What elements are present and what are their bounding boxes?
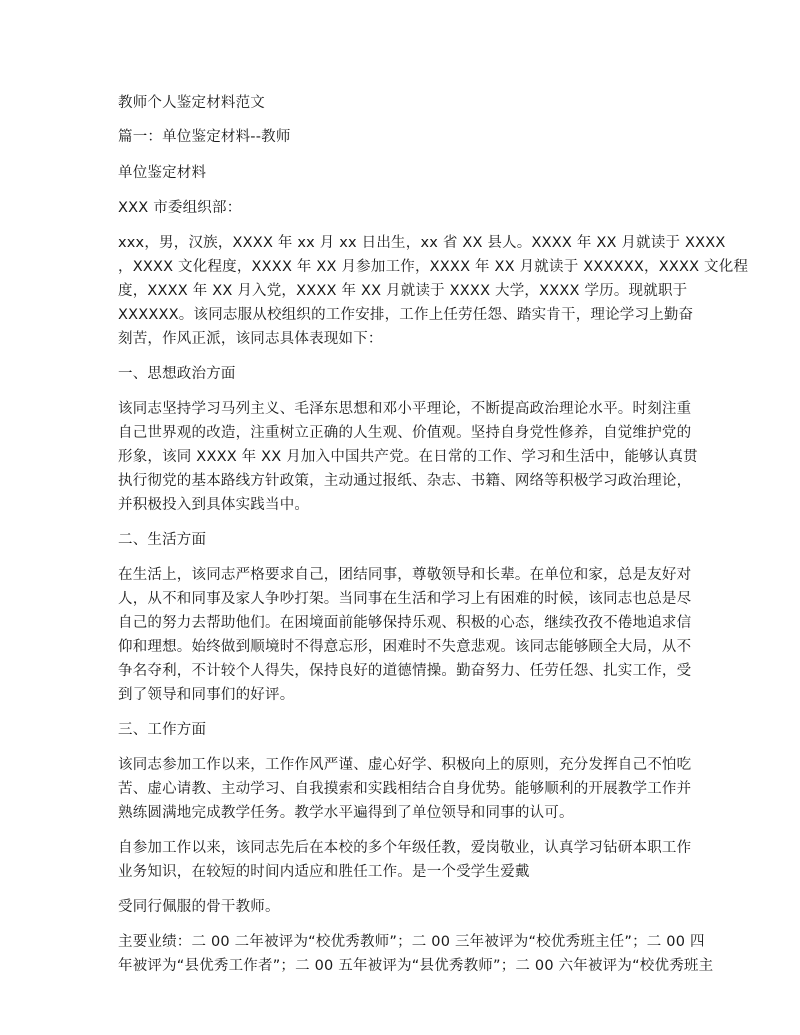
intro-line: xxx，男，汉族，XXXX 年 xx 月 xx 日出生，xx 省 XX 县人。XXXX 年 XX 月就读于 XXXX: [118, 235, 726, 251]
section2-line: 在生活上，该同志严格要求自己，团结同事，尊敬领导和长辈。在单位和家，总是友好对: [118, 567, 692, 583]
section-heading-life: 二、生活方面: [118, 532, 207, 548]
addressee: XXX 市委组织部：: [118, 200, 242, 216]
section2-line: 争名夺利，不计较个人得失，保持良好的道德情操。勤奋努力、任劳任怨、扎实工作，受: [118, 663, 692, 679]
intro-line: 刻苦，作风正派，该同志具体表现如下：: [118, 331, 383, 347]
section-heading-politics: 一、思想政治方面: [118, 366, 236, 382]
achievements-line: 主要业绩：二 00 二年被评为“校优秀教师”；二 00 三年被评为“校优秀班主任”；二 00 四: [118, 934, 705, 950]
section1-line: 执行彻党的基本路线方针政策，主动通过报纸、杂志、书籍、网络等积极学习政治理论，: [118, 473, 692, 489]
section1-line: 形象，该同 XXXX 年 XX 月加入中国共产党。在日常的工作、学习和生活中，能够认真贯: [118, 449, 698, 465]
section3-line: 熟练圆满地完成教学任务。教学水平遍得到了单位领导和同事的认可。: [118, 805, 574, 821]
paragraph4-line: 自参加工作以来，该同志先后在本校的多个年级任教，爱岗敬业，认真学习钻研本职工作: [118, 840, 692, 856]
paragraph4-line: 业务知识，在较短的时间内适应和胜任工作。是一个受学生爱戴: [118, 864, 530, 880]
intro-line: 度，XXXX 年 XX 月入党，XXXX 年 XX 月就读于 XXXX 大学，XXXX 学历。现就职于: [118, 283, 688, 299]
section2-line: 仰和理想。始终做到顺境时不得意忘形，困难时不失意悲观。该同志能够顾全大局，从不: [118, 639, 692, 655]
document-subtitle: 单位鉴定材料: [118, 165, 207, 181]
section3-line: 苦、虚心请教、主动学习、自我摸索和实践相结合自身优势。能够顺利的开展教学工作并: [118, 781, 692, 797]
section3-line: 该同志参加工作以来，工作作风严谨、虚心好学、积极向上的原则，充分发挥自己不怕吃: [118, 757, 692, 773]
section-heading-work: 三、工作方面: [118, 722, 207, 738]
section2-line: 自己的努力去帮助他们。在困境面前能够保持乐观、积极的心态，继续孜孜不倦地追求信: [118, 615, 692, 631]
section1-line: 该同志坚持学习马列主义、毛泽东思想和邓小平理论，不断提高政治理论水平。时刻注重: [118, 401, 692, 417]
document-title: 教师个人鉴定材料范文: [118, 95, 265, 111]
paragraph5-line: 受同行佩服的骨干教师。: [118, 899, 280, 915]
section2-line: 到了领导和同事们的好评。: [118, 687, 295, 703]
chapter-heading: 篇一：单位鉴定材料--教师: [118, 129, 291, 145]
intro-line: ，XXXX 文化程度，XXXX 年 XX 月参加工作，XXXX 年 XX 月就读于 XXXXXX，XXXX 文化程: [118, 259, 749, 275]
section1-line: 自己世界观的改造，注重树立正确的人生观、价值观。坚持自身党性修养，自觉维护党的: [118, 425, 692, 441]
intro-line: XXXXXX。该同志服从校组织的工作安排，工作上任劳任怨、踏实肯干，理论学习上勤奋: [118, 307, 694, 323]
achievements-line: 年被评为“县优秀工作者”；二 00 五年被评为“县优秀教师”；二 00 六年被评为“校优秀班主: [118, 958, 714, 974]
section2-line: 人，从不和同事及家人争吵打架。当同事在生活和学习上有困难的时候，该同志也总是尽: [118, 591, 692, 607]
section1-line: 并积极投入到具体实践当中。: [118, 497, 310, 513]
